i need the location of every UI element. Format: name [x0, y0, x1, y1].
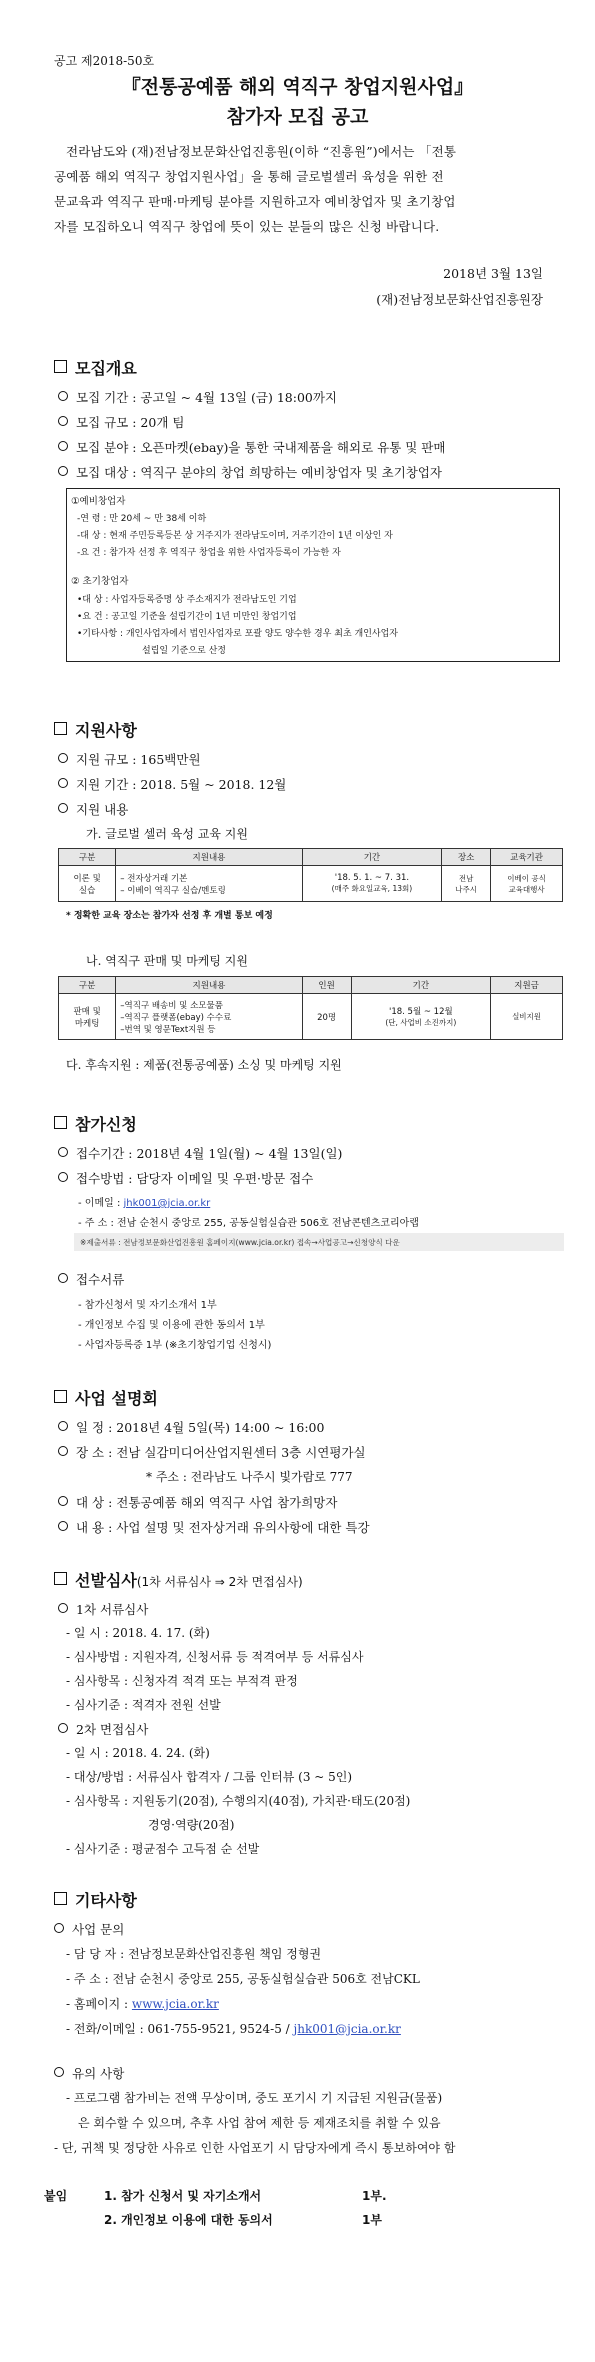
education-note: * 정확한 교육 장소는 참가자 선정 후 개별 통보 예정: [66, 911, 273, 921]
table-cell: 판매 및 마케팅: [59, 994, 116, 1040]
circle-bullet-icon: [58, 1421, 68, 1431]
table-header: 구분: [59, 977, 116, 994]
section-etc-title: 기타사항: [54, 1888, 137, 1911]
section-briefing-title: 사업 설명회: [54, 1386, 158, 1409]
caution-line: - 단, 귀책 및 정당한 사유로 인한 사업포기 시 담당자에게 즉시 통보하여야 함: [54, 2141, 456, 2155]
recruit-target: 모집 대상 : 역직구 분야의 창업 희망하는 예비창업자 및 초기창업자: [58, 463, 442, 481]
initial-founder-title: ② 초기창업자: [71, 576, 129, 587]
table-cell: '18. 5월 ~ 12월 (단, 사업비 소진까지): [351, 994, 491, 1040]
section-recruit-overview-title: 모집개요: [54, 356, 137, 379]
intro-line-1: 전라남도와 (재)전남정보문화산업진흥원(이하 “진흥원”)에서는 「전통: [66, 144, 457, 159]
table-header: 지원내용: [116, 977, 302, 994]
selection-r2-item: - 일 시 : 2018. 4. 24. (화): [66, 1746, 210, 1760]
support-scale: 지원 규모 : 165백만원: [58, 750, 201, 768]
initial-founder-target: •대 상 : 사업자등록증명 상 주소재지가 전라남도인 기업: [77, 595, 297, 605]
selection-r2-item-cont: 경영·역량(20점): [148, 1818, 235, 1832]
intro-line-4: 자를 모집하오니 역직구 창업에 뜻이 있는 분들의 많은 신청 바랍니다.: [54, 219, 440, 234]
briefing-content: 내 용 : 사업 설명 및 전자상거래 유의사항에 대한 특강: [58, 1518, 370, 1536]
caution-title: 유의 사항: [54, 2064, 124, 2082]
selection-r1-item: - 심사기준 : 적격자 전원 선발: [66, 1698, 221, 1712]
application-period: 접수기간 : 2018년 4월 1일(월) ~ 4월 13일(일): [58, 1144, 342, 1162]
selection-r1-item: - 일 시 : 2018. 4. 17. (화): [66, 1626, 210, 1640]
section-box-icon: [54, 360, 67, 373]
caution-line: - 프로그램 참가비는 전액 무상이며, 중도 포기시 기 지급된 지원금(물품): [66, 2091, 443, 2105]
circle-bullet-icon: [58, 803, 68, 813]
application-doc: - 사업자등록증 1부 (※초기창업기업 신청시): [78, 1340, 272, 1351]
table-cell: 이베이 공식 교육대행사: [491, 866, 563, 902]
notice-number: 공고 제2018-50호: [54, 54, 155, 68]
attachment-1-count: 1부.: [362, 2189, 387, 2203]
circle-bullet-icon: [58, 1723, 68, 1733]
table-header: 기간: [351, 977, 491, 994]
application-email-row: - 이메일 : jhk001@jcia.or.kr: [78, 1198, 211, 1209]
table-cell: – 전자상거래 기본 – 이베이 역직구 실습/멘토링: [116, 866, 302, 902]
attachment-label: 붙임: [44, 2189, 68, 2203]
section-selection-title: 선발심사(1차 서류심사 ⇒ 2차 면접심사): [54, 1568, 303, 1591]
title-line-2: 참가자 모집 공고: [226, 106, 369, 128]
circle-bullet-icon: [58, 1496, 68, 1506]
circle-bullet-icon: [54, 1923, 64, 1933]
attachment-2-count: 1부: [362, 2213, 382, 2227]
initial-founder-etc: •기타사항 : 개인사업자에서 법인사업자로 포괄 양도 양수한 경우 최초 개인사업자: [77, 629, 398, 639]
application-method: 접수방법 : 담당자 이메일 및 우편·방문 접수: [58, 1169, 313, 1187]
section-support-title: 지원사항: [54, 718, 137, 741]
circle-bullet-icon: [58, 416, 68, 426]
inquiry-contact: - 담 당 자 : 전남정보문화산업진흥원 책임 정형권: [66, 1947, 322, 1961]
circle-bullet-icon: [58, 1521, 68, 1531]
table-cell: '18. 5. 1. ~ 7. 31. (매주 화요일교육, 13회): [302, 866, 442, 902]
section-box-icon: [54, 1892, 67, 1905]
circle-bullet-icon: [58, 466, 68, 476]
table-header: 지원내용: [116, 849, 302, 866]
table-cell: 전남 나주시: [442, 866, 491, 902]
selection-r1-item: - 심사항목 : 신청자격 적격 또는 부적격 판정: [66, 1674, 298, 1688]
section-box-icon: [54, 1572, 67, 1585]
circle-bullet-icon: [58, 1147, 68, 1157]
pre-founder-target: -대 상 : 현재 주민등록등본 상 거주지가 전라남도이며, 거주기간이 1년 이상인 자: [77, 531, 393, 541]
application-address: - 주 소 : 전남 순천시 중앙로 255, 공동실험실습관 506호 전남콘텐츠코리아랩: [78, 1218, 419, 1229]
support-period: 지원 기간 : 2018. 5월 ~ 2018. 12월: [58, 775, 286, 793]
notice-date: 2018년 3월 13일: [443, 266, 543, 281]
education-table: [58, 848, 563, 902]
selection-r2-item: - 심사기준 : 평균점수 고득점 순 선발: [66, 1842, 260, 1856]
application-doc: - 개인정보 수집 및 이용에 관한 동의서 1부: [78, 1320, 265, 1331]
support-content: 지원 내용: [58, 800, 128, 818]
circle-bullet-icon: [58, 1603, 68, 1613]
circle-bullet-icon: [58, 1172, 68, 1182]
initial-founder-requirement: •요 건 : 공고일 기준을 설립기간이 1년 미만인 창업기업: [77, 612, 297, 622]
circle-bullet-icon: [58, 778, 68, 788]
table-header: 장소: [442, 849, 491, 866]
section-box-icon: [54, 722, 67, 735]
circle-bullet-icon: [58, 753, 68, 763]
intro-line-2: 공예품 해외 역직구 창업지원사업」을 통해 글로벌셀러 육성을 위한 전: [54, 169, 444, 184]
notice-issuer: (재)전남정보문화산업진흥원장: [376, 292, 543, 307]
title-line-1: 『전통공예품 해외 역직구 창업지원사업』: [121, 76, 474, 98]
briefing-date: 일 정 : 2018년 4월 5일(목) 14:00 ~ 16:00: [58, 1418, 324, 1436]
support-ga: 가. 글로벌 셀러 육성 교육 지원: [86, 827, 248, 841]
circle-bullet-icon: [58, 441, 68, 451]
attachment-2: 2. 개인정보 이용에 대한 동의서: [104, 2213, 273, 2227]
selection-r2-item: - 대상/방법 : 서류심사 합격자 / 그룹 인터뷰 (3 ~ 5인): [66, 1770, 353, 1784]
homepage-link[interactable]: www.jcia.or.kr: [131, 1997, 219, 2011]
selection-round-1: 1차 서류심사: [58, 1600, 148, 1618]
intro-line-3: 문교육과 역직구 판매·마케팅 분야를 지원하고자 예비창업자 및 초기창업: [54, 194, 456, 209]
circle-bullet-icon: [58, 1446, 68, 1456]
selection-title-note: (1차 서류심사 ⇒ 2차 면접심사): [136, 1575, 303, 1589]
section-box-icon: [54, 1116, 67, 1129]
pre-founder-age: -연 령 : 만 20세 ~ 만 38세 이하: [77, 514, 207, 524]
selection-r1-item: - 심사방법 : 지원자격, 신청서류 등 적격여부 등 서류심사: [66, 1650, 364, 1664]
selection-round-2: 2차 면접심사: [58, 1720, 148, 1738]
table-cell: –역직구 배송비 및 소모물품 –역직구 플랫폼(ebay) 수수료 –번역 및 영문Text지원 등: [116, 994, 302, 1040]
briefing-place: 장 소 : 전남 실감미디어산업지원센터 3층 시연평가실: [58, 1443, 366, 1461]
briefing-address: * 주소 : 전라남도 나주시 빛가람로 777: [146, 1470, 353, 1484]
recruit-period: 모집 기간 : 공고일 ~ 4월 13일 (금) 18:00까지: [58, 388, 337, 406]
inquiry-homepage-row: - 홈페이지 : www.jcia.or.kr: [66, 1997, 219, 2011]
inquiry-email-link[interactable]: jhk001@jcia.or.kr: [293, 2022, 401, 2036]
support-na: 나. 역직구 판매 및 마케팅 지원: [86, 954, 248, 968]
circle-bullet-icon: [58, 1273, 68, 1283]
application-note: ※제출서류 : 전남정보문화산업진흥원 홈페이지(www.jcia.or.kr) 접속→사업공고→신청양식 다운: [80, 1238, 400, 1247]
table-cell: 실비지원: [491, 994, 563, 1040]
pre-founder-requirement: -요 건 : 참가자 선정 후 역직구 창업을 위한 사업자등록이 가능한 자: [77, 548, 341, 558]
table-cell: 20명: [302, 994, 351, 1040]
recruit-field: 모집 분야 : 오픈마켓(ebay)을 통한 국내제품을 해외로 유통 및 판매: [58, 438, 445, 456]
inquiry-phone-row: - 전화/이메일 : 061-755-9521, 9524-5 / jhk001@jcia.or.kr: [66, 2022, 401, 2036]
section-box-icon: [54, 1390, 67, 1403]
application-doc: - 참가신청서 및 자기소개서 1부: [78, 1300, 217, 1311]
inquiry-title: 사업 문의: [54, 1920, 124, 1938]
table-cell: 이론 및 실습: [59, 866, 116, 902]
recruit-size: 모집 규모 : 20개 팀: [58, 413, 184, 431]
table-header: 인원: [302, 977, 351, 994]
eligibility-box: [66, 488, 560, 662]
section-application-title: 참가신청: [54, 1112, 137, 1135]
pre-founder-title: ①예비창업자: [71, 496, 126, 507]
inquiry-address: - 주 소 : 전남 순천시 중앙로 255, 공동실험실습관 506호 전남CKL: [66, 1972, 420, 1986]
table-header: 구분: [59, 849, 116, 866]
application-email-link[interactable]: jhk001@jcia.or.kr: [123, 1198, 211, 1209]
selection-r2-item: - 심사항목 : 지원동기(20점), 수행의지(40점), 가치관·태도(20점): [66, 1794, 411, 1808]
support-da: 다. 후속지원 : 제품(전통공예품) 소싱 및 마케팅 지원: [66, 1058, 342, 1072]
table-header: 지원금: [491, 977, 563, 994]
caution-line: 은 회수할 수 있으며, 추후 사업 참여 제한 등 제재조치를 취할 수 있음: [78, 2116, 441, 2130]
circle-bullet-icon: [58, 391, 68, 401]
circle-bullet-icon: [54, 2067, 64, 2077]
briefing-target: 대 상 : 전통공예품 해외 역직구 사업 참가희망자: [58, 1493, 337, 1511]
marketing-table: [58, 976, 563, 1040]
initial-founder-etc-cont: 설립일 기준으로 산정: [142, 646, 226, 656]
table-header: 교육기관: [491, 849, 563, 866]
table-header: 기간: [302, 849, 442, 866]
attachment-1: 1. 참가 신청서 및 자기소개서: [104, 2189, 262, 2203]
application-docs-title: 접수서류: [58, 1270, 124, 1288]
